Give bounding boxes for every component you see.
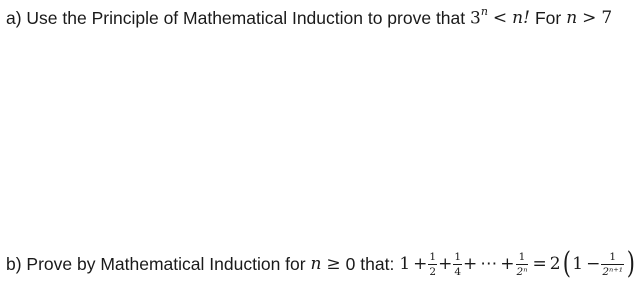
question-a-text: a) Use the Principle of Mathematical Induction to prove that — [6, 7, 470, 28]
for-label: For — [534, 7, 562, 28]
variable-n: n — [310, 254, 322, 274]
question-b-text: b) Prove by Mathematical Induction for — [6, 253, 311, 274]
fraction-one-over-two-n: $\frac{1}{\text{2ⁿ}}$ — [516, 250, 528, 278]
bound-value: 7 — [601, 8, 613, 28]
term-one: 1 — [572, 254, 584, 274]
equals-sign: = — [532, 254, 547, 274]
fraction-one-quarter: $\frac{1}{4}$ — [454, 250, 462, 278]
plus-sign: + — [438, 254, 453, 274]
plus-sign: + — [463, 254, 478, 274]
question-b — [6, 247, 637, 281]
minus-sign: − — [586, 254, 601, 274]
greater-than-sign: > — [582, 8, 597, 28]
three-power-n: 3$^n$ — [470, 5, 488, 29]
fraction-one-half: $\frac{1}{2}$ — [429, 250, 437, 278]
variable-n: n — [566, 8, 578, 28]
less-than-sign: < — [492, 8, 508, 28]
plus-sign: + — [413, 254, 428, 274]
fraction-one-over-two-n-plus-one: $\frac{1}{\text{2ⁿ⁺¹}}$ — [602, 250, 624, 278]
left-paren: ( — [562, 246, 571, 281]
plus-sign: + — [500, 254, 515, 274]
zero-that-text: 0 that: — [345, 253, 395, 274]
term-one: 1 — [399, 254, 411, 274]
coefficient-two: 2 — [549, 254, 561, 274]
right-paren: ) — [626, 246, 635, 281]
ellipsis: ⋯ — [480, 254, 498, 274]
question-a — [6, 6, 612, 30]
geq-sign: ≥ — [326, 254, 341, 274]
n-factorial: n! — [512, 8, 530, 28]
